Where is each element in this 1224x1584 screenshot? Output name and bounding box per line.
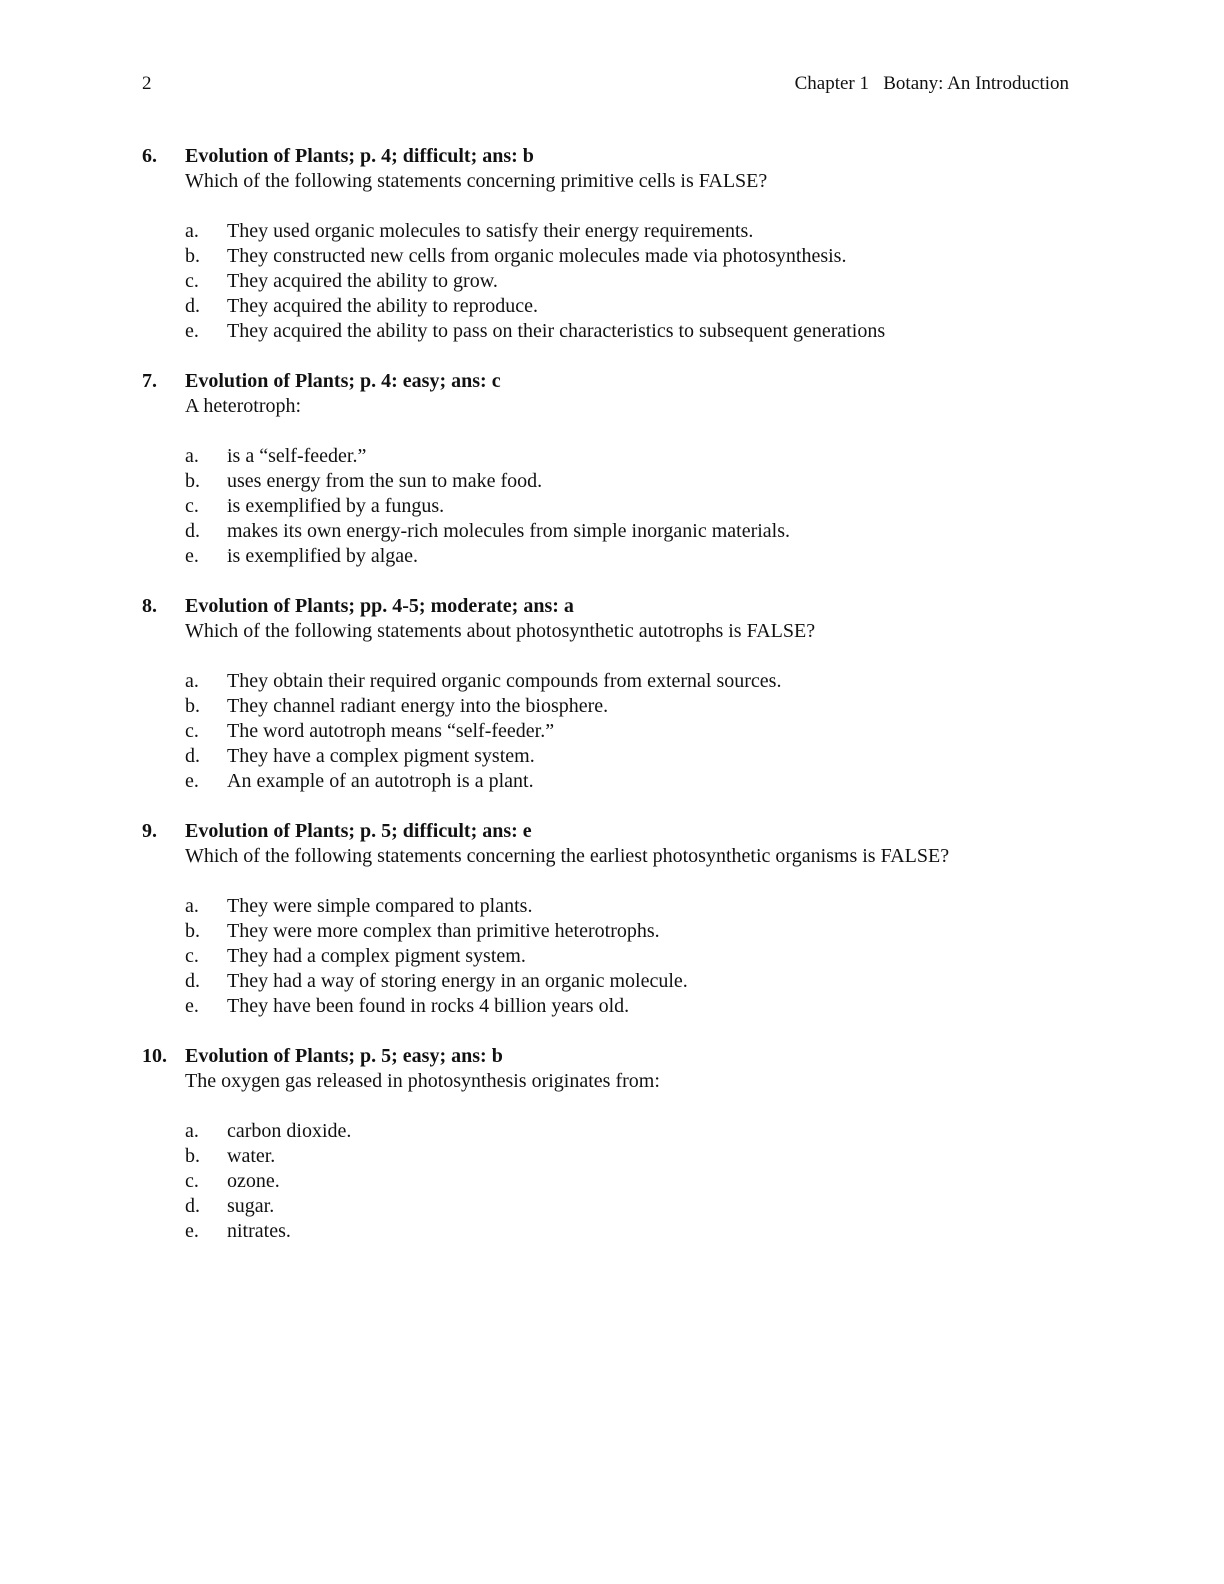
question-10 bbox=[142, 1044, 1082, 1244]
option-text: They obtain their required organic compounds from external sources. bbox=[227, 670, 782, 692]
question-number: 8. bbox=[142, 595, 157, 617]
question-number: 10. bbox=[142, 1045, 167, 1067]
option-text: They have been found in rocks 4 billion years old. bbox=[227, 995, 630, 1017]
page-number: 2 bbox=[142, 73, 152, 94]
option-letter: a. bbox=[185, 445, 199, 467]
option-letter: b. bbox=[185, 695, 200, 717]
answer-option bbox=[185, 544, 1082, 569]
option-text: They acquired the ability to grow. bbox=[227, 270, 498, 292]
answer-options bbox=[142, 894, 1082, 1019]
option-text: They were simple compared to plants. bbox=[227, 895, 533, 917]
option-letter: e. bbox=[185, 545, 199, 567]
question-heading bbox=[142, 819, 1082, 844]
option-text: sugar. bbox=[227, 1195, 275, 1217]
question-list bbox=[142, 144, 1082, 1269]
answer-option bbox=[185, 744, 1082, 769]
answer-option bbox=[185, 444, 1082, 469]
option-letter: b. bbox=[185, 470, 200, 492]
question-stem: Which of the following statements concerning the earliest photosynthetic organisms is FALSE? bbox=[185, 845, 950, 867]
answer-option bbox=[185, 769, 1082, 794]
option-letter: e. bbox=[185, 1220, 199, 1242]
question-number: 7. bbox=[142, 370, 157, 392]
answer-option bbox=[185, 1144, 1082, 1169]
question-heading bbox=[142, 144, 1082, 169]
question-heading bbox=[142, 1044, 1082, 1069]
option-letter: c. bbox=[185, 270, 199, 292]
option-text: They used organic molecules to satisfy their energy requirements. bbox=[227, 220, 754, 242]
answer-options bbox=[142, 444, 1082, 569]
option-text: They had a way of storing energy in an organic molecule. bbox=[227, 970, 688, 992]
option-letter: c. bbox=[185, 495, 199, 517]
option-letter: c. bbox=[185, 945, 199, 967]
answer-option bbox=[185, 994, 1082, 1019]
answer-option bbox=[185, 494, 1082, 519]
option-text: water. bbox=[227, 1145, 276, 1167]
option-letter: b. bbox=[185, 245, 200, 267]
option-text: They were more complex than primitive heterotrophs. bbox=[227, 920, 660, 942]
answer-option bbox=[185, 1219, 1082, 1244]
answer-option bbox=[185, 294, 1082, 319]
question-9 bbox=[142, 819, 1082, 1019]
question-number: 9. bbox=[142, 820, 157, 842]
answer-option bbox=[185, 469, 1082, 494]
answer-option bbox=[185, 244, 1082, 269]
option-text: is exemplified by a fungus. bbox=[227, 495, 445, 517]
option-letter: b. bbox=[185, 1145, 200, 1167]
option-text: The word autotroph means “self-feeder.” bbox=[227, 720, 555, 742]
question-meta: Evolution of Plants; p. 5; difficult; ans: e bbox=[185, 820, 532, 842]
option-text: is a “self-feeder.” bbox=[227, 445, 367, 467]
option-text: carbon dioxide. bbox=[227, 1120, 352, 1142]
option-letter: e. bbox=[185, 995, 199, 1017]
running-header: Chapter 1 Botany: An Introduction bbox=[794, 73, 1069, 94]
option-text: They have a complex pigment system. bbox=[227, 745, 535, 767]
answer-option bbox=[185, 894, 1082, 919]
answer-option bbox=[185, 694, 1082, 719]
answer-options bbox=[142, 219, 1082, 344]
question-8 bbox=[142, 594, 1082, 794]
option-letter: d. bbox=[185, 520, 200, 542]
option-text: They acquired the ability to reproduce. bbox=[227, 295, 538, 317]
question-meta: Evolution of Plants; pp. 4-5; moderate; ans: a bbox=[185, 595, 574, 617]
question-meta: Evolution of Plants; p. 4; difficult; ans: b bbox=[185, 145, 534, 167]
option-letter: d. bbox=[185, 970, 200, 992]
option-letter: a. bbox=[185, 220, 199, 242]
option-letter: a. bbox=[185, 670, 199, 692]
option-letter: d. bbox=[185, 1195, 200, 1217]
option-text: ozone. bbox=[227, 1170, 280, 1192]
option-letter: d. bbox=[185, 295, 200, 317]
option-text: An example of an autotroph is a plant. bbox=[227, 770, 534, 792]
option-letter: a. bbox=[185, 1120, 199, 1142]
answer-option bbox=[185, 1194, 1082, 1219]
option-letter: c. bbox=[185, 1170, 199, 1192]
question-7 bbox=[142, 369, 1082, 569]
option-text: They constructed new cells from organic molecules made via photosynthesis. bbox=[227, 245, 847, 267]
answer-option bbox=[185, 969, 1082, 994]
question-heading bbox=[142, 594, 1082, 619]
answer-option bbox=[185, 669, 1082, 694]
option-letter: a. bbox=[185, 895, 199, 917]
answer-option bbox=[185, 269, 1082, 294]
answer-option bbox=[185, 919, 1082, 944]
option-letter: e. bbox=[185, 770, 199, 792]
question-stem: Which of the following statements about photosynthetic autotrophs is FALSE? bbox=[185, 620, 816, 642]
option-letter: c. bbox=[185, 720, 199, 742]
question-stem: The oxygen gas released in photosynthesis originates from: bbox=[185, 1070, 660, 1092]
question-meta: Evolution of Plants; p. 4: easy; ans: c bbox=[185, 370, 501, 392]
option-letter: b. bbox=[185, 920, 200, 942]
option-text: uses energy from the sun to make food. bbox=[227, 470, 543, 492]
question-6 bbox=[142, 144, 1082, 344]
answer-option bbox=[185, 719, 1082, 744]
answer-option bbox=[185, 319, 1082, 344]
option-letter: e. bbox=[185, 320, 199, 342]
option-text: They acquired the ability to pass on their characteristics to subsequent generations bbox=[227, 320, 886, 342]
question-meta: Evolution of Plants; p. 5; easy; ans: b bbox=[185, 1045, 503, 1067]
answer-option bbox=[185, 944, 1082, 969]
answer-options bbox=[142, 669, 1082, 794]
answer-option bbox=[185, 519, 1082, 544]
option-text: nitrates. bbox=[227, 1220, 291, 1242]
option-text: They had a complex pigment system. bbox=[227, 945, 526, 967]
answer-option bbox=[185, 219, 1082, 244]
answer-option bbox=[185, 1169, 1082, 1194]
option-text: is exemplified by algae. bbox=[227, 545, 419, 567]
option-text: makes its own energy-rich molecules from simple inorganic materials. bbox=[227, 520, 790, 542]
answer-options bbox=[142, 1119, 1082, 1244]
answer-option bbox=[185, 1119, 1082, 1144]
question-heading bbox=[142, 369, 1082, 394]
option-letter: d. bbox=[185, 745, 200, 767]
question-stem: A heterotroph: bbox=[185, 395, 302, 417]
question-stem: Which of the following statements concerning primitive cells is FALSE? bbox=[185, 170, 768, 192]
question-number: 6. bbox=[142, 145, 157, 167]
option-text: They channel radiant energy into the biosphere. bbox=[227, 695, 609, 717]
